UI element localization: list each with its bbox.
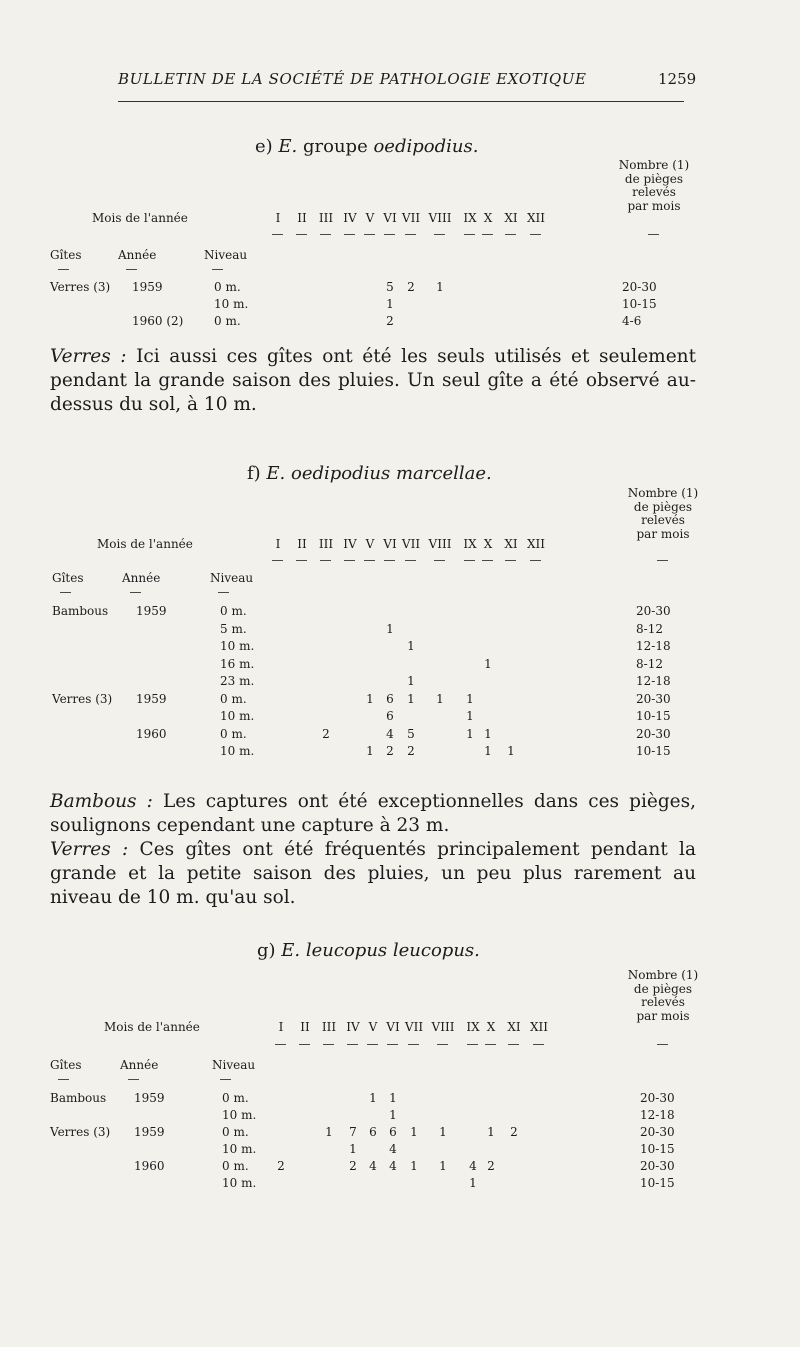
- traps-header-line: Nombre (1): [618, 158, 690, 172]
- capture-count-vii: 2: [407, 744, 415, 758]
- row-annee: 1960: [136, 726, 167, 741]
- col-gites-dash: —: [57, 1072, 71, 1086]
- row-traps: 20-30: [640, 1091, 675, 1105]
- month-header-xi: XI: [504, 211, 518, 225]
- capture-count-vi: 4: [389, 1159, 397, 1173]
- col-niveau-dash: —: [217, 585, 231, 599]
- month-header-ii: II: [300, 1020, 310, 1034]
- section-title: [247, 463, 492, 484]
- col-gites-header: Gîtes: [50, 248, 82, 262]
- traps-per-month-header: [620, 487, 706, 541]
- capture-count-vi: 1: [386, 621, 394, 636]
- month-header-dash: —: [366, 1037, 380, 1051]
- col-niveau-header: Niveau: [210, 571, 254, 585]
- capture-count-vi: 5: [386, 280, 394, 294]
- months-label: Mois de l'année: [92, 211, 188, 225]
- month-header-ii: II: [297, 537, 307, 551]
- month-header-dash: —: [481, 227, 495, 241]
- month-header-dash: —: [481, 553, 495, 567]
- row-niveau: 10 m.: [214, 297, 249, 311]
- row-traps: 12-18: [636, 639, 671, 653]
- capture-count-vii: 5: [407, 726, 415, 741]
- row-niveau: 10 m.: [222, 1142, 257, 1156]
- month-header-xi: XI: [507, 1020, 521, 1034]
- capture-count-x: 2: [487, 1159, 495, 1173]
- row-traps: 8-12: [636, 621, 663, 636]
- month-header-x: X: [483, 211, 493, 225]
- row-gite: Verres (3): [52, 691, 113, 706]
- capture-count-v: 1: [366, 744, 374, 758]
- capture-count-vi: 6: [389, 1125, 397, 1139]
- section-title-part: groupe: [297, 136, 374, 157]
- capture-count-ix: 1: [466, 691, 474, 706]
- row-annee: 1960 (2): [132, 314, 184, 328]
- capture-count-x: 1: [484, 656, 492, 671]
- col-annee-dash: —: [127, 1072, 141, 1086]
- row-niveau: 0 m.: [214, 314, 241, 328]
- row-traps: 10-15: [636, 744, 671, 758]
- month-header-i: I: [275, 537, 281, 551]
- col-annee-header: Année: [120, 1058, 159, 1072]
- month-header-iii: III: [318, 537, 334, 551]
- month-header-dash: —: [363, 227, 377, 241]
- paragraph-lead: Bambous :: [50, 791, 153, 812]
- paragraph-verres-f: [50, 838, 696, 910]
- row-annee: 1959: [134, 1125, 165, 1139]
- row-niveau: 10 m.: [220, 744, 255, 758]
- month-header-dash: —: [463, 227, 477, 241]
- month-header-dash: —: [298, 1037, 312, 1051]
- month-header-iv: IV: [346, 1020, 360, 1034]
- capture-count-vii: 1: [407, 674, 415, 688]
- month-header-dash: —: [404, 227, 418, 241]
- month-header-dash: —: [271, 553, 285, 567]
- traps-header-dash: —: [647, 227, 661, 241]
- month-header-ii: II: [297, 211, 307, 225]
- month-header-ix: IX: [463, 537, 477, 551]
- section-title-part: oedipodius.: [373, 136, 479, 157]
- traps-header-line: par mois: [627, 198, 681, 213]
- section-title-part: e): [255, 136, 279, 157]
- month-header-xii: XII: [529, 1020, 549, 1034]
- month-header-dash: —: [343, 553, 357, 567]
- traps-header-line: de pièges: [633, 499, 693, 514]
- row-gite: Verres (3): [50, 280, 111, 294]
- paragraph-text: Ici aussi ces gîtes ont été les seuls utilisés et seulement pendant la grande saison des pluies. Un seul gîte a été observé au-dessus du sol, à 10 m.: [50, 346, 697, 415]
- traps-header-line: Nombre (1): [627, 968, 699, 982]
- row-niveau: 10 m.: [220, 709, 255, 723]
- traps-header-line: par mois: [636, 526, 690, 541]
- traps-per-month-header: [620, 969, 706, 1023]
- month-header-v: V: [368, 1020, 378, 1034]
- capture-count-xi: 2: [510, 1125, 518, 1139]
- paragraph-lead: Verres :: [50, 839, 129, 860]
- row-niveau: 0 m.: [220, 604, 247, 618]
- traps-header-line: Nombre (1): [627, 486, 699, 500]
- row-niveau: 0 m.: [214, 280, 241, 294]
- month-header-dash: —: [532, 1037, 546, 1051]
- month-header-vii: VII: [401, 211, 421, 225]
- traps-per-month-header: [611, 159, 697, 213]
- row-annee: 1959: [136, 604, 167, 618]
- capture-count-ix: 1: [469, 1176, 477, 1190]
- month-header-dash: —: [484, 1037, 498, 1051]
- month-header-dash: —: [404, 553, 418, 567]
- month-header-dash: —: [529, 553, 543, 567]
- month-header-dash: —: [319, 227, 333, 241]
- months-label: Mois de l'année: [104, 1020, 200, 1034]
- capture-count-iii: 1: [325, 1125, 333, 1139]
- row-gite: Bambous: [50, 1091, 107, 1105]
- month-header-dash: —: [274, 1037, 288, 1051]
- row-traps: 10-15: [640, 1176, 675, 1190]
- month-header-iii: III: [321, 1020, 337, 1034]
- section-title-part: oedipodius marcellae.: [291, 463, 492, 484]
- month-header-vii: VII: [404, 1020, 424, 1034]
- row-niveau: 10 m.: [222, 1176, 257, 1190]
- row-traps: 20-30: [636, 604, 671, 618]
- capture-count-viii: 1: [436, 691, 444, 706]
- row-niveau: 0 m.: [220, 691, 247, 706]
- month-header-dash: —: [433, 227, 447, 241]
- month-header-vi: VI: [383, 211, 397, 225]
- month-header-dash: —: [363, 553, 377, 567]
- month-header-vi: VI: [386, 1020, 400, 1034]
- row-gite: Bambous: [52, 604, 109, 618]
- traps-header-line: par mois: [636, 1008, 690, 1023]
- capture-count-v: 1: [369, 1091, 377, 1105]
- col-niveau-header: Niveau: [212, 1058, 256, 1072]
- month-header-dash: —: [386, 1037, 400, 1051]
- capture-count-ix: 4: [469, 1159, 477, 1173]
- capture-count-vi: 4: [386, 726, 394, 741]
- traps-header-line: relevés: [641, 513, 685, 527]
- month-header-dash: —: [295, 553, 309, 567]
- month-header-dash: —: [322, 1037, 336, 1051]
- row-traps: 8-12: [636, 656, 663, 671]
- row-traps: 4-6: [622, 314, 642, 328]
- month-header-dash: —: [295, 227, 309, 241]
- paragraph-lead: Verres :: [50, 346, 127, 367]
- row-niveau: 0 m.: [222, 1091, 249, 1105]
- row-annee: 1959: [134, 1091, 165, 1105]
- capture-count-vii: 1: [407, 639, 415, 653]
- col-gites-dash: —: [57, 262, 71, 276]
- row-traps: 10-15: [636, 709, 671, 723]
- col-niveau-dash: —: [211, 262, 225, 276]
- month-header-xii: XII: [526, 537, 546, 551]
- month-header-x: X: [483, 537, 493, 551]
- traps-header-line: relevés: [641, 995, 685, 1009]
- month-header-dash: —: [383, 227, 397, 241]
- row-niveau: 16 m.: [220, 656, 255, 671]
- col-annee-header: Année: [118, 248, 157, 262]
- col-annee-dash: —: [129, 585, 143, 599]
- row-traps: 10-15: [640, 1142, 675, 1156]
- month-header-i: I: [278, 1020, 284, 1034]
- capture-count-vii: 2: [407, 280, 415, 294]
- capture-count-iv: 2: [349, 1159, 357, 1173]
- month-header-dash: —: [433, 553, 447, 567]
- month-header-xii: XII: [526, 211, 546, 225]
- month-header-v: V: [365, 537, 375, 551]
- running-title: BULLETIN DE LA SOCIÉTÉ DE PATHOLOGIE EXOTIQUE: [118, 70, 587, 88]
- paragraph-text: Les captures ont été exceptionnelles dans ces pièges, soulignons cependant une capture à 23 m.: [50, 791, 696, 836]
- month-header-dash: —: [407, 1037, 421, 1051]
- month-header-v: V: [365, 211, 375, 225]
- month-header-viii: VIII: [428, 211, 452, 225]
- capture-count-x: 1: [484, 726, 492, 741]
- paragraph-text: Ces gîtes ont été fréquentés principalement pendant la grande et la petite saison des pluies, un peu plus rarement au niveau de 10 m. qu'au sol.: [50, 839, 696, 908]
- section-title-part: leucopus leucopus.: [305, 940, 480, 961]
- capture-count-v: 6: [369, 1125, 377, 1139]
- capture-count-vi: 1: [389, 1108, 397, 1122]
- month-header-dash: —: [463, 553, 477, 567]
- month-header-dash: —: [507, 1037, 521, 1051]
- capture-count-iv: 7: [349, 1125, 357, 1139]
- traps-header-dash: —: [656, 1037, 670, 1051]
- section-title-part: f): [247, 463, 267, 484]
- capture-count-v: 1: [366, 691, 374, 706]
- month-header-ix: IX: [463, 211, 477, 225]
- row-traps: 12-18: [640, 1108, 675, 1122]
- col-gites-header: Gîtes: [50, 1058, 82, 1072]
- month-header-dash: —: [466, 1037, 480, 1051]
- capture-count-vi: 1: [386, 297, 394, 311]
- section-title: [255, 136, 478, 157]
- month-header-dash: —: [319, 553, 333, 567]
- row-niveau: 0 m.: [220, 726, 247, 741]
- capture-count-vi: 6: [386, 691, 394, 706]
- capture-count-ix: 1: [466, 709, 474, 723]
- month-header-x: X: [486, 1020, 496, 1034]
- section-title-part: E.: [281, 940, 301, 961]
- month-header-vi: VI: [383, 537, 397, 551]
- capture-count-vi: 1: [389, 1091, 397, 1105]
- paragraph-bambous-f: [50, 790, 696, 838]
- row-traps: 10-15: [622, 297, 657, 311]
- month-header-vii: VII: [401, 537, 421, 551]
- capture-count-vi: 2: [386, 314, 394, 328]
- col-annee-header: Année: [122, 571, 161, 585]
- row-niveau: 0 m.: [222, 1125, 249, 1139]
- capture-count-vii: 1: [407, 691, 415, 706]
- capture-count-ix: 1: [466, 726, 474, 741]
- traps-header-line: de pièges: [633, 981, 693, 996]
- row-niveau: 10 m.: [222, 1108, 257, 1122]
- traps-header-line: de pièges: [624, 171, 684, 186]
- row-gite: Verres (3): [50, 1125, 111, 1139]
- month-header-viii: VIII: [428, 537, 452, 551]
- page-number: 1259: [658, 70, 697, 88]
- capture-count-viii: 1: [436, 280, 444, 294]
- month-header-dash: —: [504, 553, 518, 567]
- months-label: Mois de l'année: [97, 537, 193, 551]
- capture-count-x: 1: [487, 1125, 495, 1139]
- capture-count-viii: 1: [439, 1125, 447, 1139]
- month-header-dash: —: [383, 553, 397, 567]
- row-traps: 20-30: [636, 691, 671, 706]
- row-niveau: 10 m.: [220, 639, 255, 653]
- row-traps: 20-30: [636, 726, 671, 741]
- capture-count-i: 2: [277, 1159, 285, 1173]
- month-header-viii: VIII: [431, 1020, 455, 1034]
- month-header-dash: —: [529, 227, 543, 241]
- capture-count-v: 4: [369, 1159, 377, 1173]
- capture-count-vii: 1: [410, 1159, 418, 1173]
- month-header-iv: IV: [343, 211, 357, 225]
- row-traps: 20-30: [640, 1125, 675, 1139]
- section-title-part: E.: [266, 463, 286, 484]
- month-header-dash: —: [436, 1037, 450, 1051]
- section-title-part: g): [257, 940, 282, 961]
- col-gites-header: Gîtes: [52, 571, 84, 585]
- month-header-ix: IX: [466, 1020, 480, 1034]
- row-traps: 20-30: [640, 1159, 675, 1173]
- row-traps: 12-18: [636, 674, 671, 688]
- row-niveau: 0 m.: [222, 1159, 249, 1173]
- month-header-dash: —: [504, 227, 518, 241]
- capture-count-vii: 1: [410, 1125, 418, 1139]
- month-header-i: I: [275, 211, 281, 225]
- month-header-dash: —: [271, 227, 285, 241]
- capture-count-iii: 2: [322, 726, 330, 741]
- row-annee: 1959: [136, 691, 167, 706]
- capture-count-iv: 1: [349, 1142, 357, 1156]
- traps-header-dash: —: [656, 553, 670, 567]
- section-title-part: E.: [278, 136, 298, 157]
- section-title: [257, 940, 480, 961]
- month-header-iv: IV: [343, 537, 357, 551]
- month-header-iii: III: [318, 211, 334, 225]
- capture-count-vi: 6: [386, 709, 394, 723]
- row-annee: 1959: [132, 280, 163, 294]
- capture-count-viii: 1: [439, 1159, 447, 1173]
- capture-count-vi: 4: [389, 1142, 397, 1156]
- col-niveau-dash: —: [219, 1072, 233, 1086]
- paragraph-verres-e: [50, 345, 696, 417]
- traps-header-line: relevés: [632, 185, 676, 199]
- row-annee: 1960: [134, 1159, 165, 1173]
- month-header-dash: —: [343, 227, 357, 241]
- col-gites-dash: —: [59, 585, 73, 599]
- month-header-xi: XI: [504, 537, 518, 551]
- month-header-dash: —: [346, 1037, 360, 1051]
- col-annee-dash: —: [125, 262, 139, 276]
- col-niveau-header: Niveau: [204, 248, 248, 262]
- row-niveau: 23 m.: [220, 674, 255, 688]
- capture-count-xi: 1: [507, 744, 515, 758]
- capture-count-x: 1: [484, 744, 492, 758]
- capture-count-vi: 2: [386, 744, 394, 758]
- header-rule: [118, 101, 684, 102]
- row-traps: 20-30: [622, 280, 657, 294]
- row-niveau: 5 m.: [220, 621, 247, 636]
